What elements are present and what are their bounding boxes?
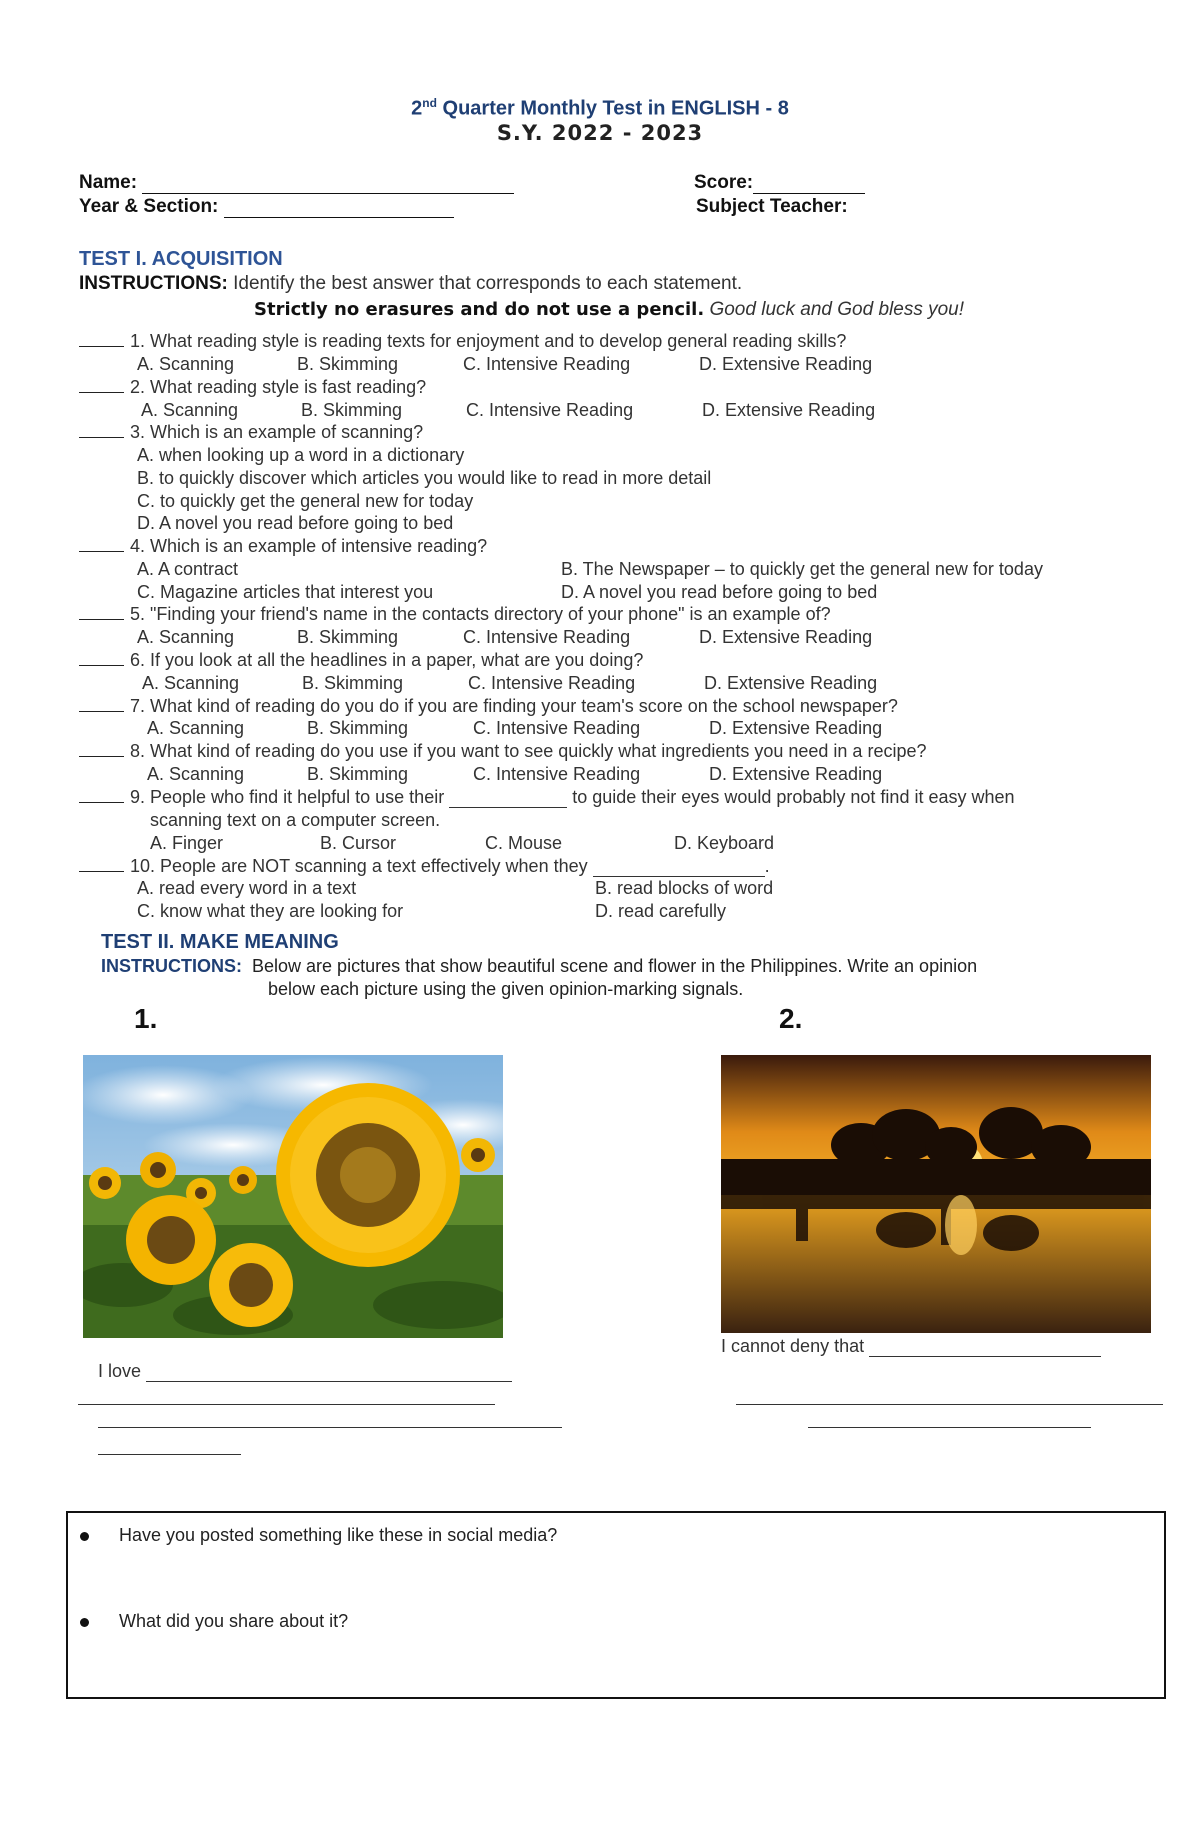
bullet-dot-icon <box>80 1532 89 1541</box>
question-10-option-a: A. read every word in a text <box>137 878 357 898</box>
name-field: Name: <box>79 172 514 194</box>
question-10-option-c: C. know what they are looking for <box>137 901 404 921</box>
test1-warning: Strictly no erasures and do not use a pencil. Good luck and God bless you! <box>254 299 965 320</box>
test1-instructions: INSTRUCTIONS: Identify the best answer that corresponds to each statement. <box>79 273 743 294</box>
question-4-option-c: C. Magazine articles that interest you <box>137 582 434 602</box>
question-9: 9. People who find it helpful to use their to guide their eyes would probably not find it easy when <box>79 787 1015 808</box>
question-10-option-d: D. read carefully <box>595 901 727 921</box>
question-10-option-b: B. read blocks of word <box>595 878 774 898</box>
sunset-image <box>721 1055 1151 1333</box>
school-year: S.Y. 2022 - 2023 <box>496 121 704 145</box>
test1-heading: TEST I. ACQUISITION <box>79 248 283 270</box>
item-2-signal: I cannot deny that <box>721 1336 1101 1357</box>
reflection-question-2: What did you share about it? <box>80 1611 348 1632</box>
item-1-number: 1. <box>134 1003 158 1034</box>
question-8: 8. What kind of reading do you use if you want to see quickly what ingredients you need in a recipe? <box>79 741 926 762</box>
question-10: 10. People are NOT scanning a text effectively when they . <box>79 856 770 877</box>
question-4-option-d: D. A novel you read before going to bed <box>561 582 878 602</box>
score-field: Score: <box>694 172 865 194</box>
test-title: 2nd Quarter Monthly Test in ENGLISH - 8 <box>411 96 789 120</box>
question-5: 5. "Finding your friend's name in the contacts directory of your phone" is an example of? <box>79 604 831 625</box>
item-1-answer-line-4 <box>98 1454 241 1455</box>
question-3: 3. Which is an example of scanning? <box>79 422 423 443</box>
sunflower-image <box>83 1055 503 1338</box>
question-4: 4. Which is an example of intensive reading? <box>79 536 487 557</box>
subject-teacher-field: Subject Teacher: <box>696 196 848 217</box>
question-3-option-d: D. A novel you read before going to bed <box>137 513 454 533</box>
item-2-answer-line-3 <box>808 1427 1091 1428</box>
question-2: 2. What reading style is fast reading? <box>79 377 426 398</box>
question-4-option-b: B. The Newspaper – to quickly get the general new for today <box>561 559 1043 579</box>
question-1: 1. What reading style is reading texts for enjoyment and to develop general reading skills? <box>79 331 846 352</box>
test2-instructions-line2: below each picture using the given opinion-marking signals. <box>268 979 744 999</box>
question-7: 7. What kind of reading do you do if you are finding your team's score on the school newspaper? <box>79 696 898 717</box>
question-3-option-b: B. to quickly discover which articles you would like to read in more detail <box>137 468 712 488</box>
item-1-answer-line-3 <box>98 1427 562 1428</box>
item-1-signal: I love <box>98 1361 512 1382</box>
item-1-answer-line-2 <box>78 1404 495 1405</box>
item-2-answer-line-2 <box>736 1404 1163 1405</box>
reflection-question-1: Have you posted something like these in social media? <box>80 1525 557 1546</box>
question-3-option-c: C. to quickly get the general new for today <box>137 491 474 511</box>
test2-heading: TEST II. MAKE MEANING <box>101 931 339 953</box>
question-4-option-a: A. A contract <box>137 559 239 579</box>
question-6: 6. If you look at all the headlines in a paper, what are you doing? <box>79 650 643 671</box>
question-9-continued: scanning text on a computer screen. <box>150 810 441 830</box>
question-3-option-a: A. when looking up a word in a dictionary <box>137 445 465 465</box>
item-2-number: 2. <box>779 1003 803 1034</box>
bullet-dot-icon <box>80 1618 89 1627</box>
test2-instructions: INSTRUCTIONS: Below are pictures that show beautiful scene and flower in the Philippines. Write an opinion <box>101 956 978 976</box>
year-section-field: Year & Section: <box>79 196 454 218</box>
reflection-box <box>66 1511 1166 1699</box>
